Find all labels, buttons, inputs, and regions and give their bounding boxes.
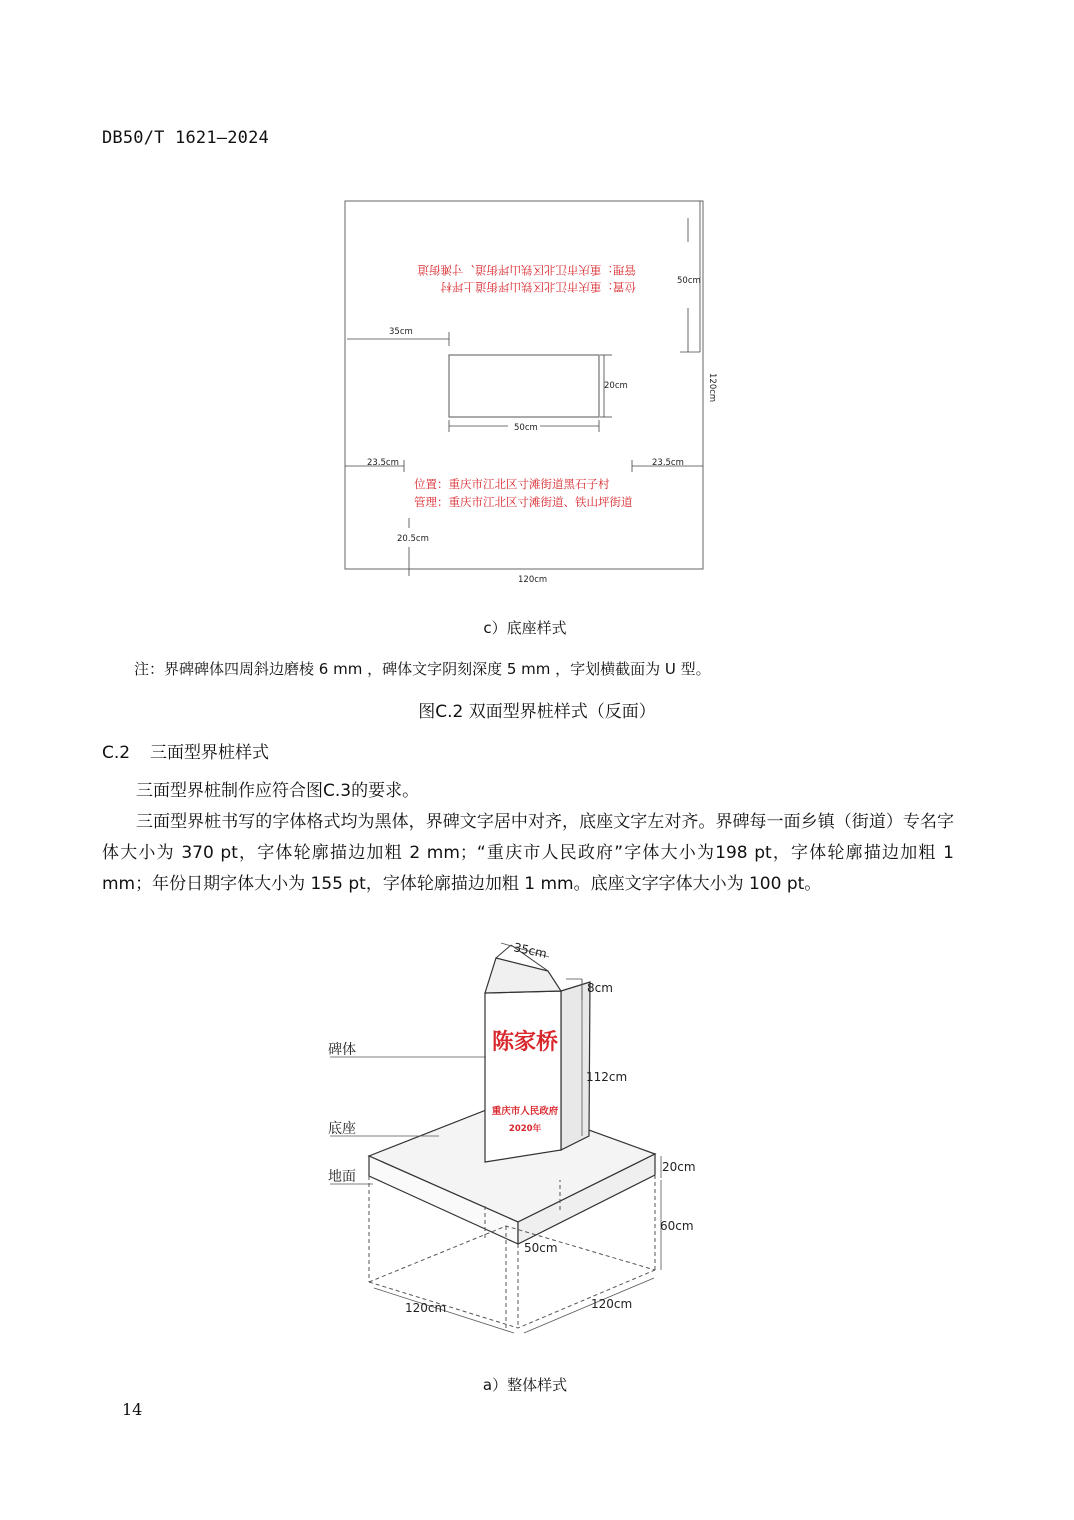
- document-id: DB50/T 1621—2024: [102, 128, 269, 148]
- callout-stele: 碑体: [328, 1042, 356, 1058]
- stele-name: 陈家桥: [491, 1030, 559, 1055]
- dim-23-5cm-right: 23.5cm: [652, 458, 684, 468]
- dim-body-height: 112cm: [586, 1070, 628, 1084]
- dim-50cm-bottom: 50cm: [514, 423, 538, 433]
- dim-50cm-right: 50cm: [677, 276, 701, 286]
- figure-a-caption: a）整体样式: [482, 1376, 568, 1394]
- dim-buried-depth: 60cm: [660, 1219, 694, 1233]
- note: 注：界碑碑体四周斜边磨棱 6 mm ，碑体文字阴刻深度 5 mm ，字划横截面为 U 型。: [134, 660, 711, 678]
- dim-top-width: 35cm: [512, 940, 549, 961]
- figure-title: 图C.2 双面型界桩样式（反面）: [418, 702, 656, 722]
- stele-right-face: [561, 982, 590, 1150]
- dim-bottom-width: 50cm: [524, 1241, 558, 1255]
- dim-base-right: 120cm: [591, 1297, 633, 1311]
- upside-down-line-1: 管理：重庆市江北区铁山坪街道、寸滩街道: [417, 263, 636, 277]
- dim-20-5cm: 20.5cm: [397, 534, 429, 544]
- figure-c-caption: c）底座样式: [483, 619, 567, 637]
- section-title: 三面型界桩样式: [150, 743, 269, 763]
- dim-120cm-right: 120cm: [707, 373, 717, 403]
- callout-base: 底座: [328, 1121, 356, 1137]
- upright-line-2: 管理：重庆市江北区寸滩街道、铁山坪街道: [414, 495, 633, 509]
- stele-front-face: [485, 991, 561, 1162]
- dim-base-height: 20cm: [662, 1160, 696, 1174]
- base-outline: [345, 201, 703, 569]
- paragraph-1: 三面型界桩制作应符合图C.3的要求。: [136, 781, 420, 801]
- stele-top-cap: [485, 958, 561, 993]
- upright-line-1: 位置：重庆市江北区寸滩街道黑石子村: [414, 477, 610, 491]
- dim-top-height: 8cm: [587, 981, 613, 995]
- dim-35cm: 35cm: [389, 327, 413, 337]
- stele-gov: 重庆市人民政府: [491, 1106, 559, 1117]
- callout-ground: 地面: [328, 1169, 356, 1185]
- upside-down-line-2: 位置：重庆市江北区铁山坪街道上坪村: [440, 280, 636, 294]
- overall-style-drawing: [320, 935, 720, 1335]
- page-number: 14: [122, 1400, 143, 1419]
- paragraph-2: 三面型界桩书写的字体格式均为黑体，界碑文字居中对齐，底座文字左对齐。界碑每一面乡镇（街道）专名字体大小为 370 pt，字体轮廓描边加粗 2 mm；“重庆市人民政府”字体大小为198 pt，字体轮廓描边加粗 1 mm；年份日期字体大小为 155 pt，字体轮廓描边加粗 1 mm。底座文字字体大小为 100 pt。: [102, 812, 954, 894]
- base-style-drawing: [330, 195, 750, 590]
- stele-year: 2020年: [508, 1124, 542, 1134]
- dim-20cm: 20cm: [604, 381, 628, 391]
- section-number: C.2: [102, 743, 131, 763]
- dim-base-left: 120cm: [405, 1301, 447, 1315]
- section-heading: [102, 738, 269, 763]
- dim-120cm-bottom: 120cm: [518, 575, 548, 585]
- dim-23-5cm-left: 23.5cm: [367, 458, 399, 468]
- socket-rectangle: [449, 355, 599, 417]
